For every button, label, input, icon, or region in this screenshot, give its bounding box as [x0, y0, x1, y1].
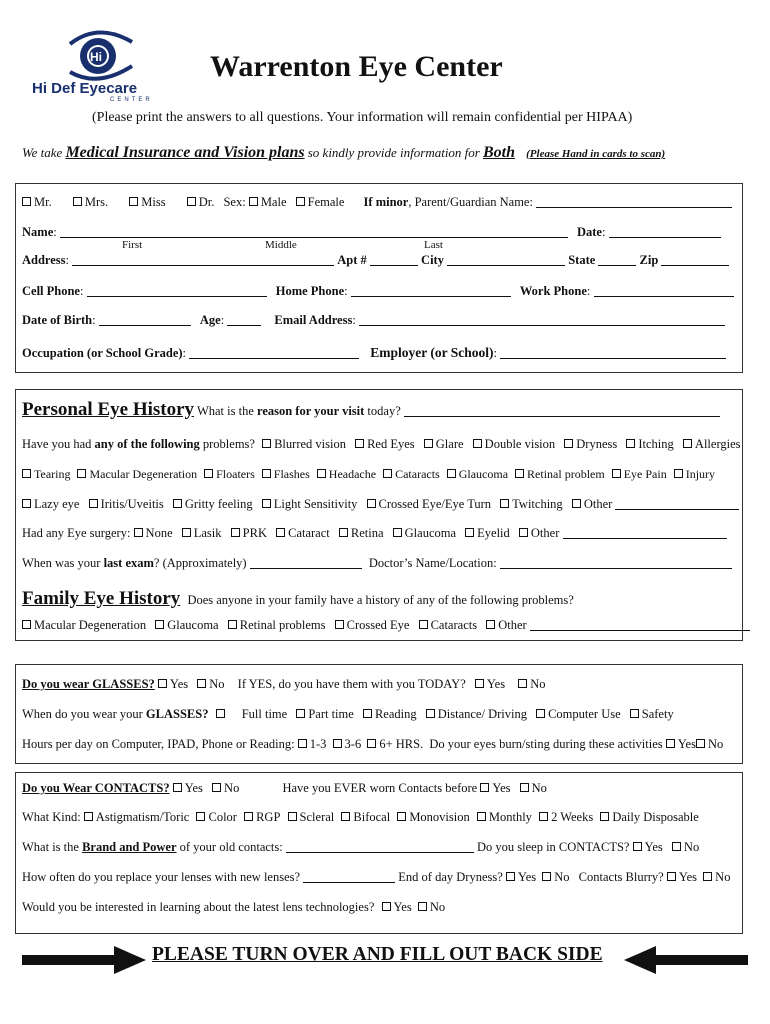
sleep-yes[interactable]: Yes — [633, 840, 663, 855]
glasses-when-option[interactable]: Full time — [241, 707, 288, 721]
problem-option[interactable]: Crossed Eye/Eye Turn — [367, 497, 492, 512]
family-option[interactable]: Cataracts — [419, 618, 478, 633]
checkbox-icon[interactable] — [158, 679, 167, 688]
problem-option[interactable]: Flashes — [262, 467, 310, 482]
checkbox-icon[interactable] — [22, 499, 31, 508]
contacts-no[interactable]: No — [212, 781, 239, 796]
checkbox-icon[interactable] — [477, 812, 486, 821]
surgery-option[interactable]: Lasik — [182, 526, 222, 541]
hours-row: Hours per day on Computer, IPAD, Phone or Reading: 1-3 3-6 6+ HRS. Do your eyes burn/sting during these activities Yes No — [22, 737, 724, 751]
glasses-today-no[interactable]: No — [518, 677, 545, 692]
occupation-field[interactable] — [189, 347, 359, 359]
employer-field[interactable] — [500, 347, 726, 359]
surgery-row: Had any Eye surgery: None Lasik PRK Cataract Retina Glaucoma Eyelid Other — [22, 526, 748, 541]
surgery-option[interactable]: None — [134, 526, 173, 541]
checkbox-icon[interactable] — [73, 197, 82, 206]
checkbox-icon[interactable] — [672, 842, 681, 851]
last-label: Last — [424, 239, 443, 251]
checkbox-icon[interactable] — [276, 528, 285, 537]
problem-option[interactable]: Tearing — [22, 467, 70, 482]
name-field[interactable] — [60, 226, 568, 238]
eye-logo-icon — [28, 26, 178, 86]
surgery-other-field[interactable] — [563, 527, 727, 539]
checkbox-icon[interactable] — [426, 709, 435, 718]
checkbox-icon[interactable] — [666, 739, 675, 748]
checkbox-icon[interactable] — [231, 528, 240, 537]
checkbox-icon[interactable] — [216, 709, 225, 718]
contacts-row: Do you Wear CONTACTS? Yes No Have you EVER worn Contacts before Yes No — [22, 781, 547, 795]
title-dr[interactable]: Dr. — [187, 195, 215, 210]
middle-label: Middle — [265, 239, 297, 251]
checkbox-icon[interactable] — [367, 739, 376, 748]
problem-option[interactable]: Blurred vision — [262, 437, 346, 452]
checkbox-icon[interactable] — [296, 197, 305, 206]
problem-option[interactable]: Red Eyes — [355, 437, 415, 452]
contact-kind-option[interactable]: Bifocal — [341, 810, 390, 825]
checkbox-icon[interactable] — [173, 783, 182, 792]
page-title: Warrenton Eye Center — [210, 50, 503, 83]
insurance-both: Both — [482, 144, 515, 161]
tech-no[interactable]: No — [418, 900, 445, 915]
checkbox-icon[interactable] — [520, 783, 529, 792]
contact-kind-option[interactable]: Monthly — [477, 810, 532, 825]
checkbox-icon[interactable] — [703, 872, 712, 881]
dob-field[interactable] — [99, 314, 191, 326]
glasses-when-option[interactable]: Safety — [630, 707, 674, 722]
checkbox-icon[interactable] — [22, 469, 31, 478]
checkbox-icon[interactable] — [515, 469, 524, 478]
checkbox-icon[interactable] — [600, 812, 609, 821]
phone-row: Cell Phone: Home Phone: Work Phone: — [22, 284, 748, 299]
checkbox-icon[interactable] — [212, 783, 221, 792]
contact-kind-option[interactable]: 2 Weeks — [539, 810, 593, 825]
checkbox-icon[interactable] — [204, 469, 213, 478]
checkbox-icon[interactable] — [626, 439, 635, 448]
title-miss[interactable]: Miss — [129, 195, 165, 210]
glasses-yes[interactable]: Yes — [158, 677, 188, 692]
insurance-mid: so kindly provide information for — [307, 145, 480, 160]
problem-option[interactable]: Glare — [424, 437, 464, 452]
checkbox-icon[interactable] — [367, 499, 376, 508]
problem-other-field[interactable] — [615, 498, 739, 510]
guardian-name-field[interactable] — [536, 196, 732, 208]
email-field[interactable] — [359, 314, 725, 326]
age-field[interactable] — [227, 314, 261, 326]
logo-brand: Hi Def Eyecare — [32, 80, 138, 97]
checkbox-icon[interactable] — [475, 679, 484, 688]
family-option[interactable]: Glaucoma — [155, 618, 218, 633]
reason-row: Personal Eye History What is the reason for your visit today? — [22, 399, 748, 421]
checkbox-icon[interactable] — [696, 739, 705, 748]
contact-kind-option[interactable]: Daily Disposable — [600, 810, 698, 825]
last-exam-field[interactable] — [250, 557, 362, 569]
surgery-option-other[interactable]: Other — [519, 526, 559, 541]
checkbox-icon[interactable] — [339, 528, 348, 537]
dryness-no[interactable]: No — [542, 870, 569, 885]
insurance-big: Medical Insurance and Vision plans — [65, 144, 305, 161]
checkbox-icon[interactable] — [196, 812, 205, 821]
sex-female[interactable]: Female — [296, 195, 345, 210]
title-sex-row: Mr. Mrs. Miss Dr. Sex: Male Female If minor, Parent/Guardian Name: — [22, 195, 748, 210]
checkbox-icon[interactable] — [500, 499, 509, 508]
problem-option[interactable]: Retinal problem — [515, 467, 605, 482]
checkbox-icon[interactable] — [317, 469, 326, 478]
checkbox-icon[interactable] — [22, 620, 31, 629]
address-field[interactable] — [72, 254, 334, 266]
insurance-line — [22, 144, 665, 162]
contacts-question: Do you Wear CONTACTS? — [22, 781, 170, 795]
checkbox-icon[interactable] — [249, 197, 258, 206]
family-option-other[interactable]: Other — [486, 618, 526, 633]
checkbox-icon[interactable] — [335, 620, 344, 629]
work-phone-field[interactable] — [594, 285, 734, 297]
checkbox-icon[interactable] — [473, 439, 482, 448]
surgery-option[interactable]: Glaucoma — [393, 526, 456, 541]
checkbox-icon[interactable] — [480, 783, 489, 792]
contact-kind-option[interactable]: RGP — [244, 810, 280, 825]
problem-option[interactable]: Macular Degeneration — [77, 467, 197, 482]
contacts-ever-yes[interactable]: Yes — [480, 781, 510, 796]
problem-option[interactable]: Floaters — [204, 467, 255, 482]
left-arrow-icon — [624, 946, 748, 974]
problems-row-2 — [22, 467, 748, 482]
problem-option[interactable]: Twitching — [500, 497, 563, 512]
checkbox-icon[interactable] — [296, 709, 305, 718]
checkbox-icon[interactable] — [262, 439, 271, 448]
checkbox-icon[interactable] — [393, 528, 402, 537]
problem-option[interactable]: Cataracts — [383, 467, 440, 482]
checkbox-icon[interactable] — [633, 842, 642, 851]
contact-kind-option[interactable]: Monovision — [397, 810, 469, 825]
checkbox-icon[interactable] — [539, 812, 548, 821]
address-row: Address: Apt # City State Zip — [22, 253, 748, 268]
surgery-option[interactable]: PRK — [231, 526, 267, 541]
checkbox-icon[interactable] — [134, 528, 143, 537]
checkbox-icon[interactable] — [228, 620, 237, 629]
turn-over-notice: PLEASE TURN OVER AND FILL OUT BACK SIDE — [152, 944, 603, 965]
problem-option[interactable]: Dryness — [564, 437, 617, 452]
checkbox-icon[interactable] — [536, 709, 545, 718]
problem-option[interactable]: Glaucoma — [447, 467, 508, 482]
hours-option[interactable]: 6+ HRS. — [367, 737, 423, 752]
checkbox-icon[interactable] — [173, 499, 182, 508]
problems-row: Have you had any of the following problems? Blurred vision Red Eyes Glare Double vision Dryness Itching Allergies — [22, 437, 741, 451]
family-heading-row: Family Eye History Does anyone in your family have a history of any of the following problems? — [22, 588, 574, 609]
contact-kind-option[interactable]: Astigmatism/Toric — [84, 810, 190, 825]
checkbox-icon[interactable] — [288, 812, 297, 821]
tech-yes[interactable]: Yes — [382, 900, 412, 915]
problem-option[interactable]: Gritty feeling — [173, 497, 253, 512]
burn-yes[interactable]: Yes — [666, 737, 696, 752]
contacts-brand-row: What is the Brand and Power of your old contacts: Do you sleep in CONTACTS? Yes No — [22, 840, 700, 854]
checkbox-icon[interactable] — [84, 812, 93, 821]
family-option[interactable]: Macular Degeneration — [22, 618, 146, 633]
problem-option[interactable]: Headache — [317, 467, 376, 482]
replace-field[interactable] — [303, 871, 395, 883]
cell-phone-field[interactable] — [87, 285, 267, 297]
first-label: First — [122, 239, 143, 251]
contact-kind-option[interactable]: Color — [196, 810, 236, 825]
sex-male[interactable]: Male — [249, 195, 287, 210]
logo-sub: CENTER — [110, 97, 153, 103]
family-option[interactable]: Crossed Eye — [335, 618, 410, 633]
checkbox-icon[interactable] — [355, 439, 364, 448]
sex-label: Sex: — [223, 195, 246, 209]
contact-kind-option[interactable]: Scleral — [288, 810, 335, 825]
blurry-yes[interactable]: Yes — [667, 870, 697, 885]
logo — [28, 26, 178, 106]
brand-power-field[interactable] — [286, 841, 474, 853]
glasses-question: Do you wear GLASSES? — [22, 677, 155, 691]
insurance-note: (Please Hand in cards to scan) — [526, 148, 666, 160]
checkbox-icon[interactable] — [298, 739, 307, 748]
glasses-today-yes[interactable]: Yes — [475, 677, 505, 692]
problem-option[interactable]: Itching — [626, 437, 673, 452]
glasses-when-option[interactable]: Part time — [296, 707, 353, 722]
date-field[interactable] — [609, 226, 721, 238]
surgery-option[interactable]: Retina — [339, 526, 384, 541]
checkbox-icon[interactable] — [667, 872, 676, 881]
home-phone-field[interactable] — [351, 285, 511, 297]
checkbox-icon[interactable] — [262, 499, 271, 508]
problems-row-3 — [22, 497, 748, 512]
hours-option[interactable]: 3-6 — [333, 737, 362, 752]
checkbox-icon[interactable] — [383, 469, 392, 478]
confidential-note: (Please print the answers to all questions. Your information will remain confidential per HIPAA) — [92, 110, 633, 125]
contacts-ever-no[interactable]: No — [520, 781, 547, 796]
problem-option[interactable]: Iritis/Uveitis — [89, 497, 164, 512]
checkbox-icon[interactable] — [674, 469, 683, 478]
checkbox-icon[interactable] — [518, 679, 527, 688]
hours-option[interactable]: 1-3 — [298, 737, 327, 752]
glasses-no[interactable]: No — [197, 677, 224, 692]
family-history-heading: Family Eye History — [22, 588, 181, 609]
surgery-option[interactable]: Eyelid — [465, 526, 510, 541]
problem-option[interactable]: Eye Pain — [612, 467, 667, 482]
checkbox-icon[interactable] — [129, 197, 138, 206]
state-field[interactable] — [598, 254, 636, 266]
checkbox-icon[interactable] — [77, 469, 86, 478]
contacts-replace-row: How often do you replace your lenses with new lenses? End of day Dryness? Yes No Contacts Blurry? Yes No — [22, 870, 731, 884]
surgery-option[interactable]: Cataract — [276, 526, 330, 541]
doctor-field[interactable] — [500, 557, 732, 569]
insurance-pre: We take — [22, 145, 63, 160]
glasses-row: Do you wear GLASSES? Yes No If YES, do you have them with you TODAY? Yes No — [22, 677, 546, 691]
checkbox-icon[interactable] — [244, 812, 253, 821]
checkbox-icon[interactable] — [155, 620, 164, 629]
glasses-when-option[interactable]: Computer Use — [536, 707, 621, 722]
checkbox-icon[interactable] — [424, 439, 433, 448]
dob-row: Date of Birth: Age: Email Address: — [22, 313, 748, 328]
sleep-no[interactable]: No — [672, 840, 699, 855]
problem-option[interactable]: Injury — [674, 467, 715, 482]
checkbox-icon[interactable] — [182, 528, 191, 537]
title-mr[interactable]: Mr. — [22, 195, 52, 210]
last-exam-row: When was your last exam? (Approximately) Doctor’s Name/Location: — [22, 556, 748, 571]
glasses-when-row: When do you wear your GLASSES? Full time Part time Reading Distance/ Driving Computer Use Safety — [22, 707, 674, 721]
contacts-kind-row: What Kind: Astigmatism/Toric Color RGP Scleral Bifocal Monovision Monthly 2 Weeks Daily Disposable — [22, 810, 699, 824]
minor-label: If minor — [363, 195, 409, 209]
zip-field[interactable] — [661, 254, 729, 266]
dryness-yes[interactable]: Yes — [506, 870, 536, 885]
problem-option[interactable]: Lazy eye — [22, 497, 79, 512]
glasses-when-option[interactable]: Distance/ Driving — [426, 707, 527, 722]
checkbox-icon[interactable] — [333, 739, 342, 748]
checkbox-icon[interactable] — [542, 872, 551, 881]
family-other-field[interactable] — [530, 619, 750, 631]
right-arrow-icon — [22, 946, 146, 974]
checkbox-icon[interactable] — [519, 528, 528, 537]
occupation-row: Occupation (or School Grade): Employer (or School): — [22, 345, 748, 361]
problem-option[interactable]: Allergies — [683, 437, 741, 452]
checkbox-icon[interactable] — [506, 872, 515, 881]
problem-option-other[interactable]: Other — [572, 497, 612, 512]
city-field[interactable] — [447, 254, 565, 266]
contacts-tech-row: Would you be interested in learning about the latest lens technologies? Yes No — [22, 900, 446, 914]
checkbox-icon[interactable] — [465, 528, 474, 537]
checkbox-icon[interactable] — [341, 812, 350, 821]
checkbox-icon[interactable] — [612, 469, 621, 478]
checkbox-icon[interactable] — [382, 902, 391, 911]
blurry-no[interactable]: No — [703, 870, 730, 885]
checkbox-icon[interactable] — [397, 812, 406, 821]
family-option[interactable]: Retinal problems — [228, 618, 326, 633]
apt-field[interactable] — [370, 254, 418, 266]
personal-history-heading: Personal Eye History — [22, 399, 195, 420]
checkbox-icon[interactable] — [486, 620, 495, 629]
checkbox-icon[interactable] — [572, 499, 581, 508]
title-mrs[interactable]: Mrs. — [73, 195, 108, 210]
name-row: Name: Date: — [22, 225, 748, 240]
checkbox-icon[interactable] — [683, 439, 692, 448]
problem-option[interactable]: Light Sensitivity — [262, 497, 358, 512]
burn-no[interactable]: No — [696, 737, 723, 752]
checkbox-icon[interactable] — [447, 469, 456, 478]
family-options-row — [22, 618, 748, 633]
checkbox-icon[interactable] — [197, 679, 206, 688]
checkbox-icon[interactable] — [363, 709, 372, 718]
checkbox-icon[interactable] — [418, 902, 427, 911]
checkbox-icon[interactable] — [419, 620, 428, 629]
contacts-yes[interactable]: Yes — [173, 781, 203, 796]
checkbox-icon[interactable] — [630, 709, 639, 718]
checkbox-icon[interactable] — [89, 499, 98, 508]
reason-field[interactable] — [404, 405, 720, 417]
checkbox-icon[interactable] — [564, 439, 573, 448]
checkbox-icon[interactable] — [187, 197, 196, 206]
glasses-when-option[interactable]: Reading — [363, 707, 417, 722]
problem-option[interactable]: Double vision — [473, 437, 555, 452]
checkbox-icon[interactable] — [262, 469, 271, 478]
svg-text:Hi: Hi — [90, 50, 102, 64]
checkbox-icon[interactable] — [22, 197, 31, 206]
